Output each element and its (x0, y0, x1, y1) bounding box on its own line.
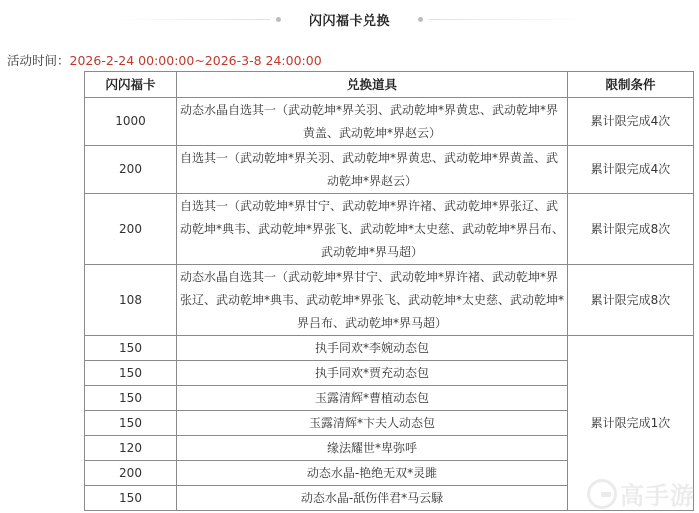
table-row (85, 146, 694, 194)
cell-limit: 累计限完成4次 (568, 146, 694, 194)
cell-cost: 150 (85, 336, 177, 361)
cell-cost: 150 (85, 486, 177, 511)
table-row (85, 194, 694, 265)
cell-cost: 150 (85, 411, 177, 436)
cell-item: 动态水晶自选其一（武动乾坤*界甘宁、武动乾坤*界许褚、武动乾坤*界张辽、武动乾坤*典韦、武动乾坤*界张飞、武动乾坤*太史慈、武动乾坤*界吕布、武动乾坤*界马超） (177, 265, 568, 336)
cell-limit: 累计限完成4次 (568, 98, 694, 146)
cell-cost: 120 (85, 436, 177, 461)
table-row (85, 98, 694, 146)
cell-item: 自选其一（武动乾坤*界甘宁、武动乾坤*界许褚、武动乾坤*界张辽、武动乾坤*典韦、武动乾坤*界张飞、武动乾坤*太史慈、武动乾坤*界吕布、武动乾坤*界马超） (177, 194, 568, 265)
cell-item: 自选其一（武动乾坤*界关羽、武动乾坤*界黄忠、武动乾坤*界黄盖、武动乾坤*界赵云） (177, 146, 568, 194)
title-dot-right-icon (418, 17, 423, 22)
cell-item: 动态水晶-舐伤伴君*马云騄 (177, 486, 568, 511)
activity-time-value: 2026-2-24 00:00:00~2026-3-8 24:00:00 (69, 53, 322, 68)
section-title-bar (0, 7, 699, 31)
title-divider-left (110, 19, 270, 20)
title-divider-right (429, 19, 589, 20)
table-row (85, 265, 694, 336)
exchange-table (84, 71, 694, 511)
cell-cost: 200 (85, 461, 177, 486)
cell-item: 执手同欢*贾充动态包 (177, 361, 568, 386)
table-row (85, 336, 694, 361)
cell-cost: 108 (85, 265, 177, 336)
header-cost: 闪闪福卡 (85, 72, 177, 98)
cell-item: 玉露清辉*卞夫人动态包 (177, 411, 568, 436)
watermark-g-icon (587, 479, 617, 509)
watermark-logo (587, 476, 695, 511)
header-item: 兑换道具 (177, 72, 568, 98)
cell-shared-limit: 累计限完成1次 (568, 336, 694, 511)
cell-item: 缘法耀世*卑弥呼 (177, 436, 568, 461)
cell-item: 执手同欢*李婉动态包 (177, 336, 568, 361)
cell-cost: 150 (85, 386, 177, 411)
cell-item: 动态水晶自选其一（武动乾坤*界关羽、武动乾坤*界黄忠、武动乾坤*界黄盖、武动乾坤*界赵云） (177, 98, 568, 146)
watermark-text: 高手游 (620, 482, 695, 510)
activity-time (7, 51, 322, 69)
cell-cost: 150 (85, 361, 177, 386)
header-limit: 限制条件 (568, 72, 694, 98)
section-title: 闪闪福卡兑换 (308, 13, 390, 29)
cell-cost: 200 (85, 146, 177, 194)
title-dot-left-icon (276, 17, 281, 22)
cell-item: 动态水晶-艳绝无双*灵雎 (177, 461, 568, 486)
cell-limit: 累计限完成8次 (568, 265, 694, 336)
cell-cost: 200 (85, 194, 177, 265)
cell-item: 玉露清辉*曹植动态包 (177, 386, 568, 411)
table-header-row (85, 72, 694, 98)
activity-time-label: 活动时间： (7, 53, 70, 68)
cell-cost: 1000 (85, 98, 177, 146)
cell-limit: 累计限完成8次 (568, 194, 694, 265)
